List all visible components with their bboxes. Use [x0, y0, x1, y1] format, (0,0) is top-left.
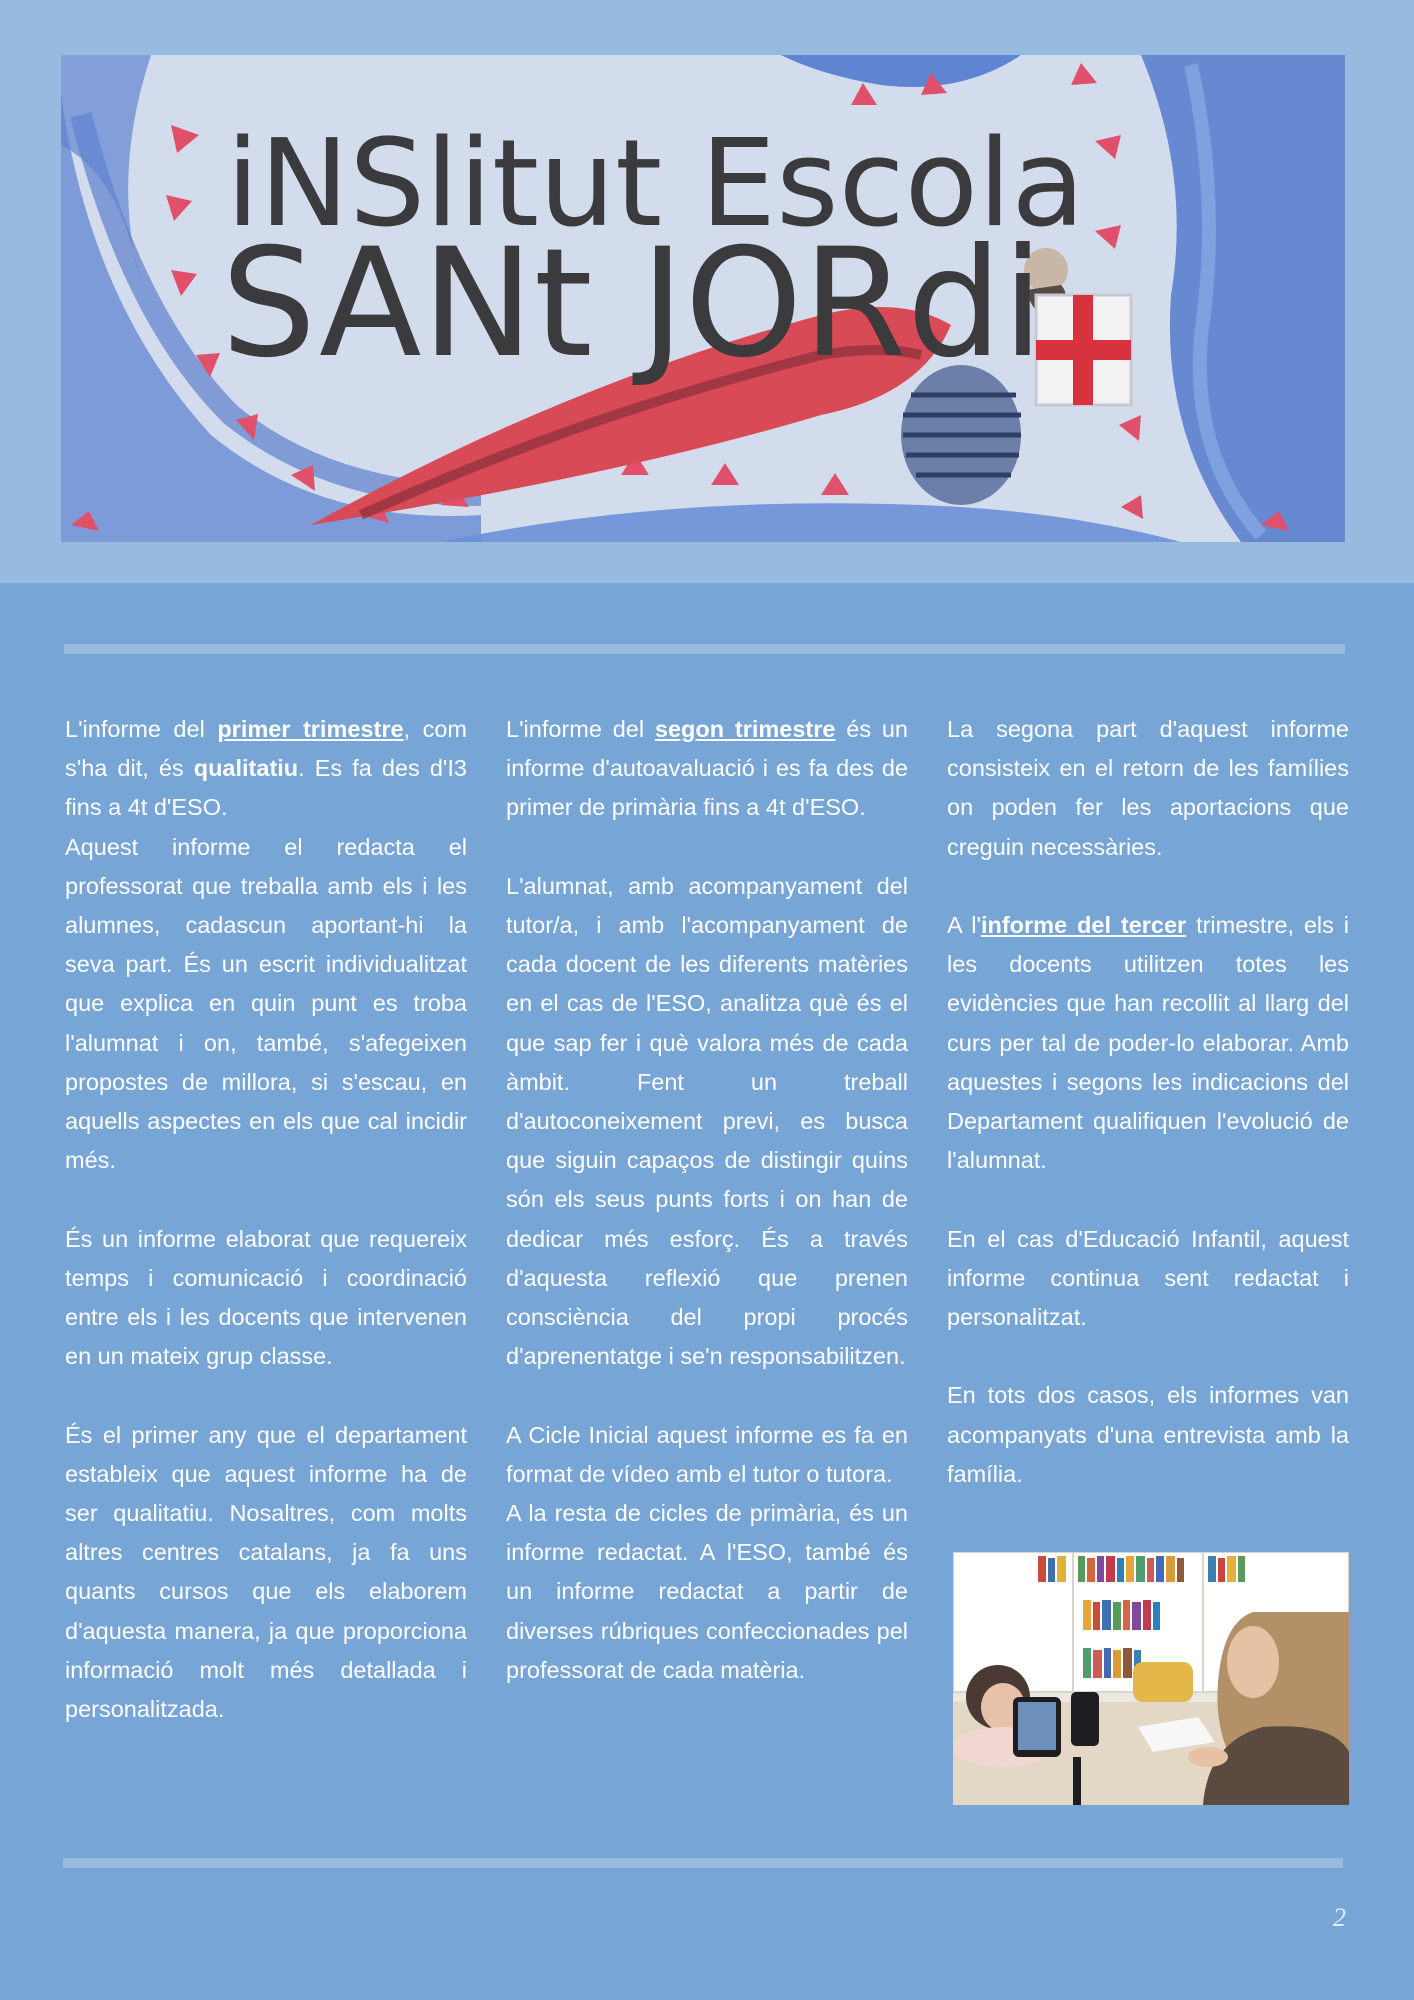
column-first-term: [65, 710, 467, 1729]
paragraph: A la resta de cicles de primària, és un informe redactat. A l'ESO, també és un informe redactat a partir de diverses rúbriques confeccionades pel professorat de cada matèria.: [506, 1500, 908, 1683]
interview-photo: [953, 1552, 1349, 1805]
second-term-link[interactable]: segon trimestre: [654, 716, 836, 742]
paragraph: L'alumnat, amb acompanyament del tutor/a, i amb l'acompanyament de cada docent de les diferents matèries en el cas de l'ESO, analitza què és el que sap fer i què valora més de cada àmbit. Fent un treball d'autoconeixement previ, es busca que siguin capaços de distingir quins són els seus punts forts i on han de dedicar més esforç. És a través d'aquesta reflexió que prenen consciència del propi procés d'aprenentatge i se'n responsabilitzen.: [506, 872, 908, 1370]
school-banner-illustration: [61, 55, 1345, 542]
page-number: 2: [1333, 1903, 1346, 1932]
paragraph: A Cicle Inicial aquest informe es fa en format de vídeo amb el tutor o tutora.: [506, 1421, 908, 1487]
bottom-divider: [63, 1858, 1343, 1868]
paragraph: La segona part d'aquest informe consisteix en el retorn de les famílies on poden fer les aportacions que creguin necessàries.: [947, 716, 1349, 860]
paragraph: L'informe del segon trimestre és un informe d'autoavaluació i es fa des de primer de primària fins a 4t d'ESO.: [506, 716, 908, 821]
paragraph: L'informe del primer trimestre, com s'ha dit, és qualitatiu. Es fa des d'I3 fins a 4t d'ESO.: [65, 716, 467, 821]
banner-title-line1: iNSlitut Escola: [226, 115, 1085, 254]
paragraph: A l'informe del tercer trimestre, els i les docents utilitzen totes les evidències que han recollit al llarg del curs per tal de poder-lo elaborar. Amb aquestes i segons les indicacions del Departament qualifiquen l'evolució de l'alumnat.: [947, 912, 1349, 1174]
paragraph: En el cas d'Educació Infantil, aquest informe continua sent redactat i personalitzat.: [947, 1225, 1349, 1331]
paragraph: En tots dos casos, els informes van acompanyats d'una entrevista amb la família.: [947, 1382, 1349, 1487]
banner-title-line2: SANt JORdi: [221, 217, 1044, 391]
paragraph: És el primer any que el departament estableix que aquest informe ha de ser qualitatiu. Nosaltres, com molts altres centres catalans, ja fa uns quants cursos que els elaborem d'aquesta manera, ja que proporciona informació molt més detallada i personalitzada.: [65, 1421, 467, 1723]
third-term-link[interactable]: informe del tercer: [980, 912, 1187, 938]
top-divider: [64, 644, 1345, 654]
paragraph: Aquest informe el redacta el professorat que treballa amb els i les alumnes, cadascun aportant-hi la seva part. És un escrit individualitzat que explica en quin punt es troba l'alumnat i on, també, s'afegeixen propostes de millora, si s'escau, en aquells aspectes en els que cal incidir més.: [65, 833, 467, 1174]
paragraph: És un informe elaborat que requereix temps i comunicació i coordinació entre els i les docents que intervenen en un mateix grup classe.: [65, 1225, 467, 1370]
column-third-term: [947, 710, 1349, 1494]
first-term-link[interactable]: primer trimestre: [217, 716, 404, 742]
column-second-term: [506, 710, 908, 1690]
